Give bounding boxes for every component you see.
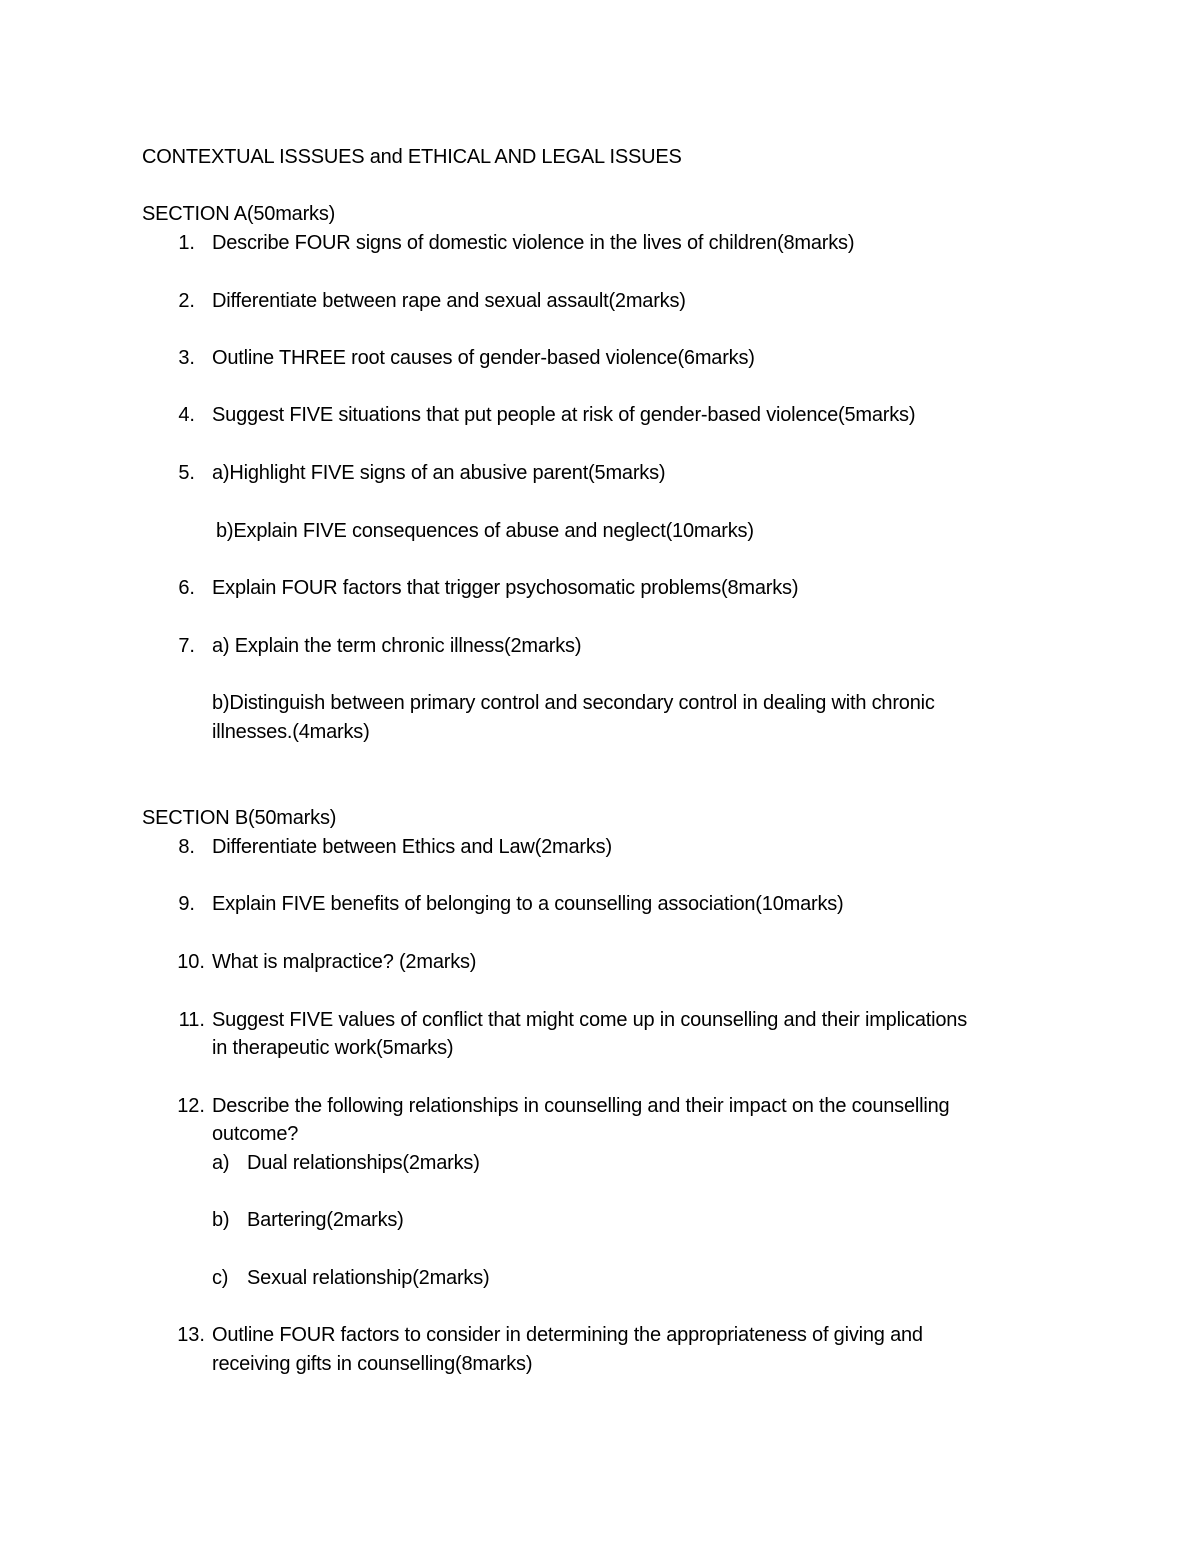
- section-b-heading: SECTION B(50marks): [142, 807, 337, 829]
- question-text: Outline THREE root causes of gender-based violence(6marks): [212, 347, 755, 369]
- subpart-label: c): [212, 1267, 229, 1289]
- question-text: Differentiate between rape and sexual assault(2marks): [212, 290, 686, 312]
- question-text-continued: in therapeutic work(5marks): [212, 1037, 454, 1059]
- question-subpart: b)Explain FIVE consequences of abuse and neglect(10marks): [216, 520, 754, 542]
- question-number: 8.: [178, 836, 195, 858]
- question-text-continued: receiving gifts in counselling(8marks): [212, 1353, 533, 1375]
- question-subpart: b)Distinguish between primary control and secondary control in dealing with chronic: [212, 692, 935, 714]
- question-text-continued: outcome?: [212, 1123, 299, 1145]
- question-number: 3.: [178, 347, 195, 369]
- question-text: Outline FOUR factors to consider in determining the appropriateness of giving and: [212, 1324, 923, 1346]
- question-number: 1.: [178, 232, 195, 254]
- question-text: Explain FIVE benefits of belonging to a counselling association(10marks): [212, 893, 844, 915]
- question-text: Differentiate between Ethics and Law(2marks): [212, 836, 612, 858]
- subpart-label: b): [212, 1209, 230, 1231]
- question-text: Describe FOUR signs of domestic violence in the lives of children(8marks): [212, 232, 855, 254]
- question-subpart: a) Explain the term chronic illness(2marks): [212, 635, 582, 657]
- question-text: Describe the following relationships in counselling and their impact on the counselling: [212, 1095, 950, 1117]
- subpart-label: a): [212, 1152, 230, 1174]
- question-number: 12.: [177, 1095, 205, 1117]
- section-a-heading: SECTION A(50marks): [142, 203, 336, 225]
- question-number: 10.: [177, 951, 205, 973]
- question-number: 11.: [178, 1009, 205, 1031]
- subpart-text: Dual relationships(2marks): [247, 1152, 480, 1174]
- question-number: 5.: [178, 462, 195, 484]
- question-text: What is malpractice? (2marks): [212, 951, 477, 973]
- question-number: 13.: [177, 1324, 205, 1346]
- question-text: Explain FOUR factors that trigger psychosomatic problems(8marks): [212, 577, 799, 599]
- question-text: Suggest FIVE situations that put people at risk of gender-based violence(5marks): [212, 404, 916, 426]
- question-subpart: a)Highlight FIVE signs of an abusive parent(5marks): [212, 462, 666, 484]
- document-title: CONTEXTUAL ISSSUES and ETHICAL AND LEGAL ISSUES: [142, 146, 682, 168]
- question-number: 2.: [178, 290, 195, 312]
- question-text: Suggest FIVE values of conflict that might come up in counselling and their implications: [212, 1009, 968, 1031]
- subpart-text: Sexual relationship(2marks): [247, 1267, 490, 1289]
- question-number: 7.: [178, 635, 195, 657]
- question-number: 9.: [178, 893, 195, 915]
- question-subpart-continued: illnesses.(4marks): [212, 721, 370, 743]
- subpart-text: Bartering(2marks): [247, 1209, 404, 1231]
- question-number: 6.: [178, 577, 195, 599]
- question-number: 4.: [178, 404, 195, 426]
